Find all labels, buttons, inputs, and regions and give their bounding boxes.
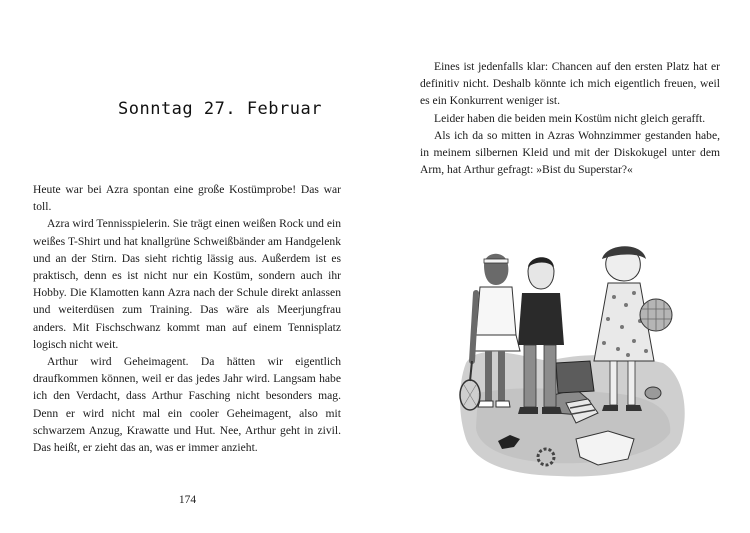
paragraph: Als ich da so mitten in Azras Wohnzimmer gestanden habe, in meinem silbernen Kleid und mit der Diskokugel unter dem Arm, hat Arthur gefragt: »Bist du Superstar?« bbox=[420, 128, 720, 177]
right-page bbox=[375, 0, 750, 533]
right-body-text bbox=[420, 58, 720, 178]
shell bbox=[645, 387, 661, 399]
page-number: 174 bbox=[178, 494, 197, 506]
bag bbox=[556, 361, 594, 393]
paragraph: Leider haben die beiden mein Kostüm nicht gleich gerafft. bbox=[434, 111, 706, 125]
three-children-costume-illustration-icon bbox=[458, 243, 688, 480]
left-body-text bbox=[33, 181, 341, 456]
diary-date-heading: Sonntag 27. Februar bbox=[118, 99, 322, 119]
paragraph: Eines ist jedenfalls klar: Chancen auf den ersten Platz hat er definitiv nicht. Deshalb könnte ich mich eigentlich freuen, weil es ein Konkurrent weniger ist. bbox=[420, 60, 720, 108]
paragraph: Arthur wird Geheimagent. Da hätten wir eigentlich draufkommen können, weil er das jedes Jahr wird. Langsam habe ich den Verdacht, dass Arthur Fasching nicht besonders mag. Denn er wird nicht mal ein cooler Geheimagent, also mit schwarzem Anzug, Krawatte und Hut. Nee, Arthur geht in zivil. Das heißt, er zieht das an, was er immer anzieht. bbox=[33, 355, 341, 455]
paragraph: Azra wird Tennisspielerin. Sie trägt einen weißen Rock und ein weißes T-Shirt und hat knallgrüne Schweißbänder am Handgelenk und an der Stirn. Das sieht richtig lässig aus. Außerdem ist es praktisch, denn es ist nicht nur ein Kostüm, sondern auch ihr Hobby. Die Klamotten kann Azra nach der Schule direkt anlassen und weiterdüsen zum Training. Das wäre als Meerjungfrau anders. Mit Fischschwanz kommt man auf einem Tennisplatz logisch nicht weit. bbox=[33, 217, 341, 351]
paragraph: Heute war bei Azra spontan eine große Kostümprobe! Das war toll. bbox=[33, 183, 341, 214]
